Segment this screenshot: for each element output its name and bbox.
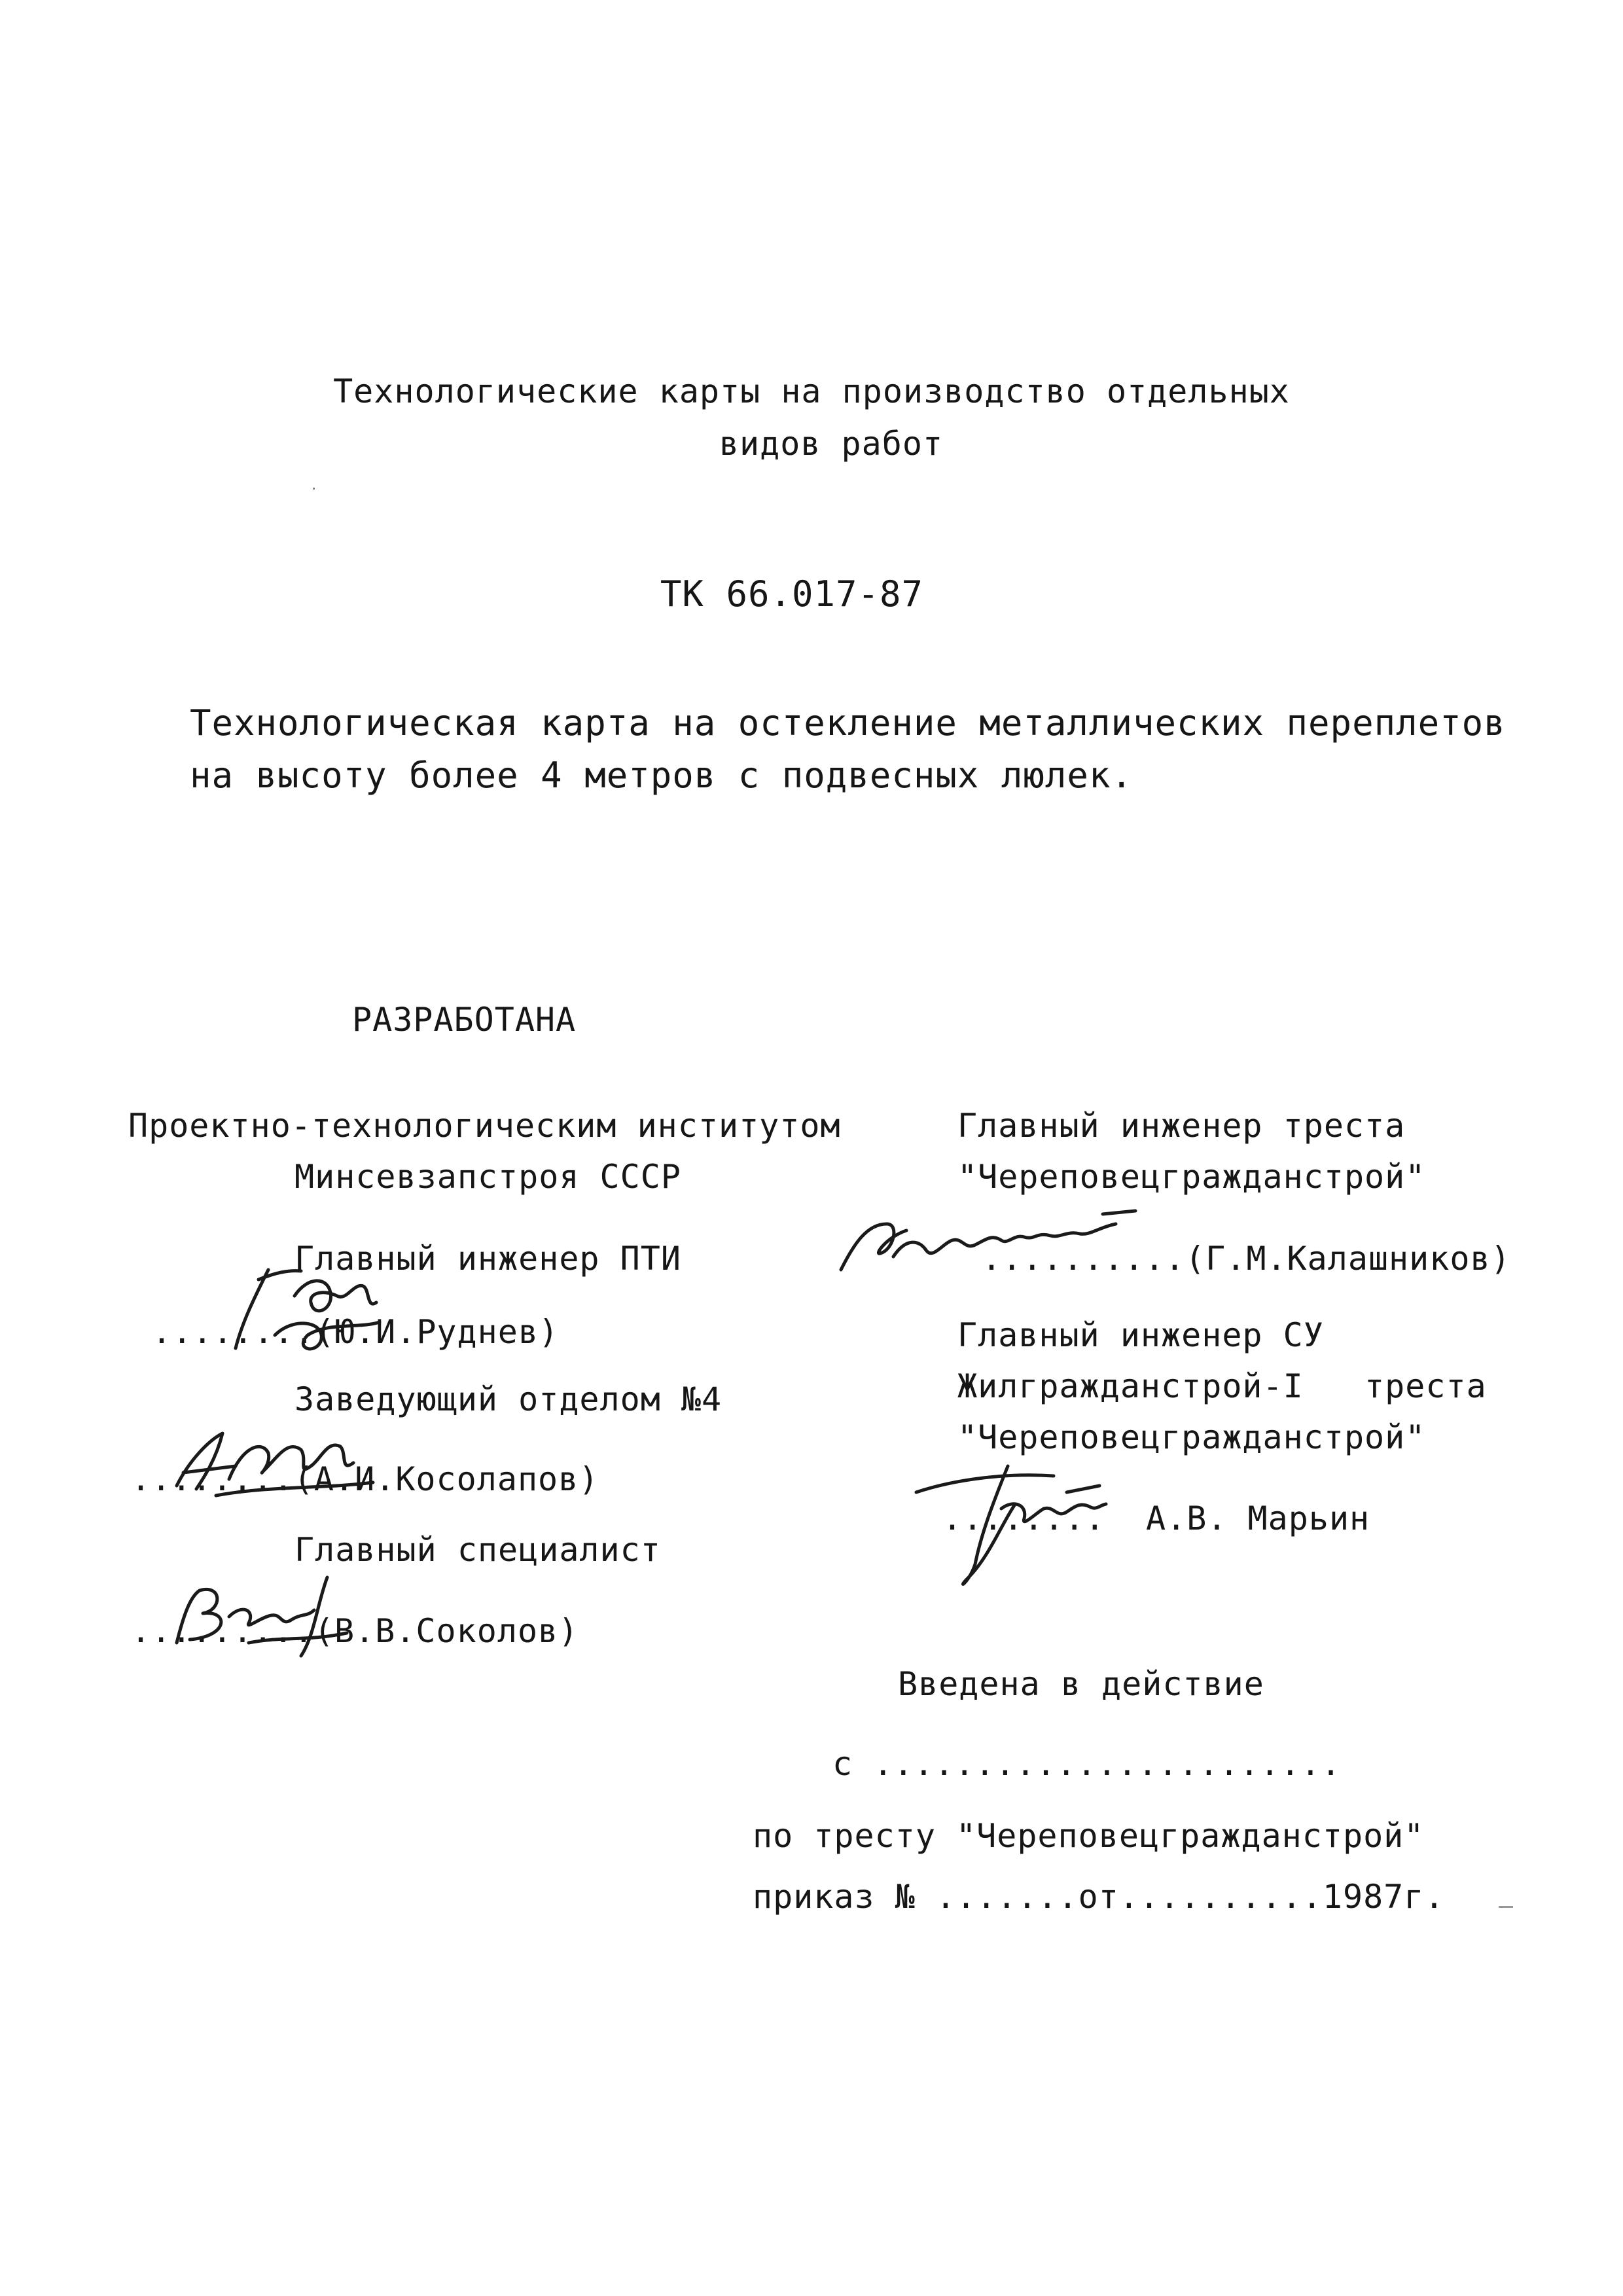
signatory-role-su-chief-line-2: Жилгражданстрой-I треста [957,1367,1487,1405]
signatory-role-chief-specialist: Главный специалист [294,1531,661,1569]
enacted-from-line: с ....................... [832,1745,1342,1783]
signature-kalashnikov [828,1204,1155,1283]
enacted-order-line: приказ № .......от..........1987г. [753,1878,1445,1916]
doc-code: ТК 66.017-87 [660,573,924,615]
signature-marin [903,1446,1139,1597]
doc-description-line-1: Технологическая карта на остекление металлических переплетов [190,702,1506,744]
signature-line-sokolov: .........(В.В.Соколов) [131,1612,579,1650]
signature-rudnev [196,1257,432,1368]
doc-title-line-1: Технологические карты на производство отдельных [333,372,1290,410]
signature-kosolapov [151,1414,399,1512]
scan-speck [313,488,315,490]
developer-org-line-2: Минсевзапстроя СССР [294,1158,681,1196]
enacted-heading: Введена в действие [898,1665,1264,1703]
doc-description-line-2: на высоту более 4 метров с подвесных люлек. [190,755,1133,796]
developed-heading: РАЗРАБОТАНА [352,1001,577,1039]
signatory-role-pti-chief: Главный инженер ПТИ [294,1240,681,1278]
signatory-role-trust-chief-line-2: "Череповецгражданстрой" [957,1158,1426,1196]
signature-line-marin: ........ А.В. Марьин [942,1499,1370,1537]
signatory-role-su-chief-line-1: Главный инженер СУ [957,1316,1324,1354]
signature-line-kosolapov: ........(А.И.Косолапов) [131,1460,599,1498]
scan-speck [1499,1906,1513,1908]
signature-line-rudnev: ........(Ю.И.Руднев) [152,1313,560,1351]
signature-sokolov [151,1564,366,1662]
signature-line-kalashnikov: ..........(Г.М.Калашников) [982,1240,1511,1278]
enacted-trust-line: по тресту "Череповецгражданстрой" [753,1817,1425,1855]
developer-org-line-1: Проектно-технологическим институтом [128,1107,841,1145]
signatory-role-trust-chief-line-1: Главный инженер треста [957,1107,1406,1145]
signatory-role-dept-head: Заведующий отделом №4 [294,1380,722,1418]
doc-title-line-2: видов работ [719,425,944,463]
signatory-role-su-chief-line-3: "Череповецгражданстрой" [957,1418,1426,1456]
